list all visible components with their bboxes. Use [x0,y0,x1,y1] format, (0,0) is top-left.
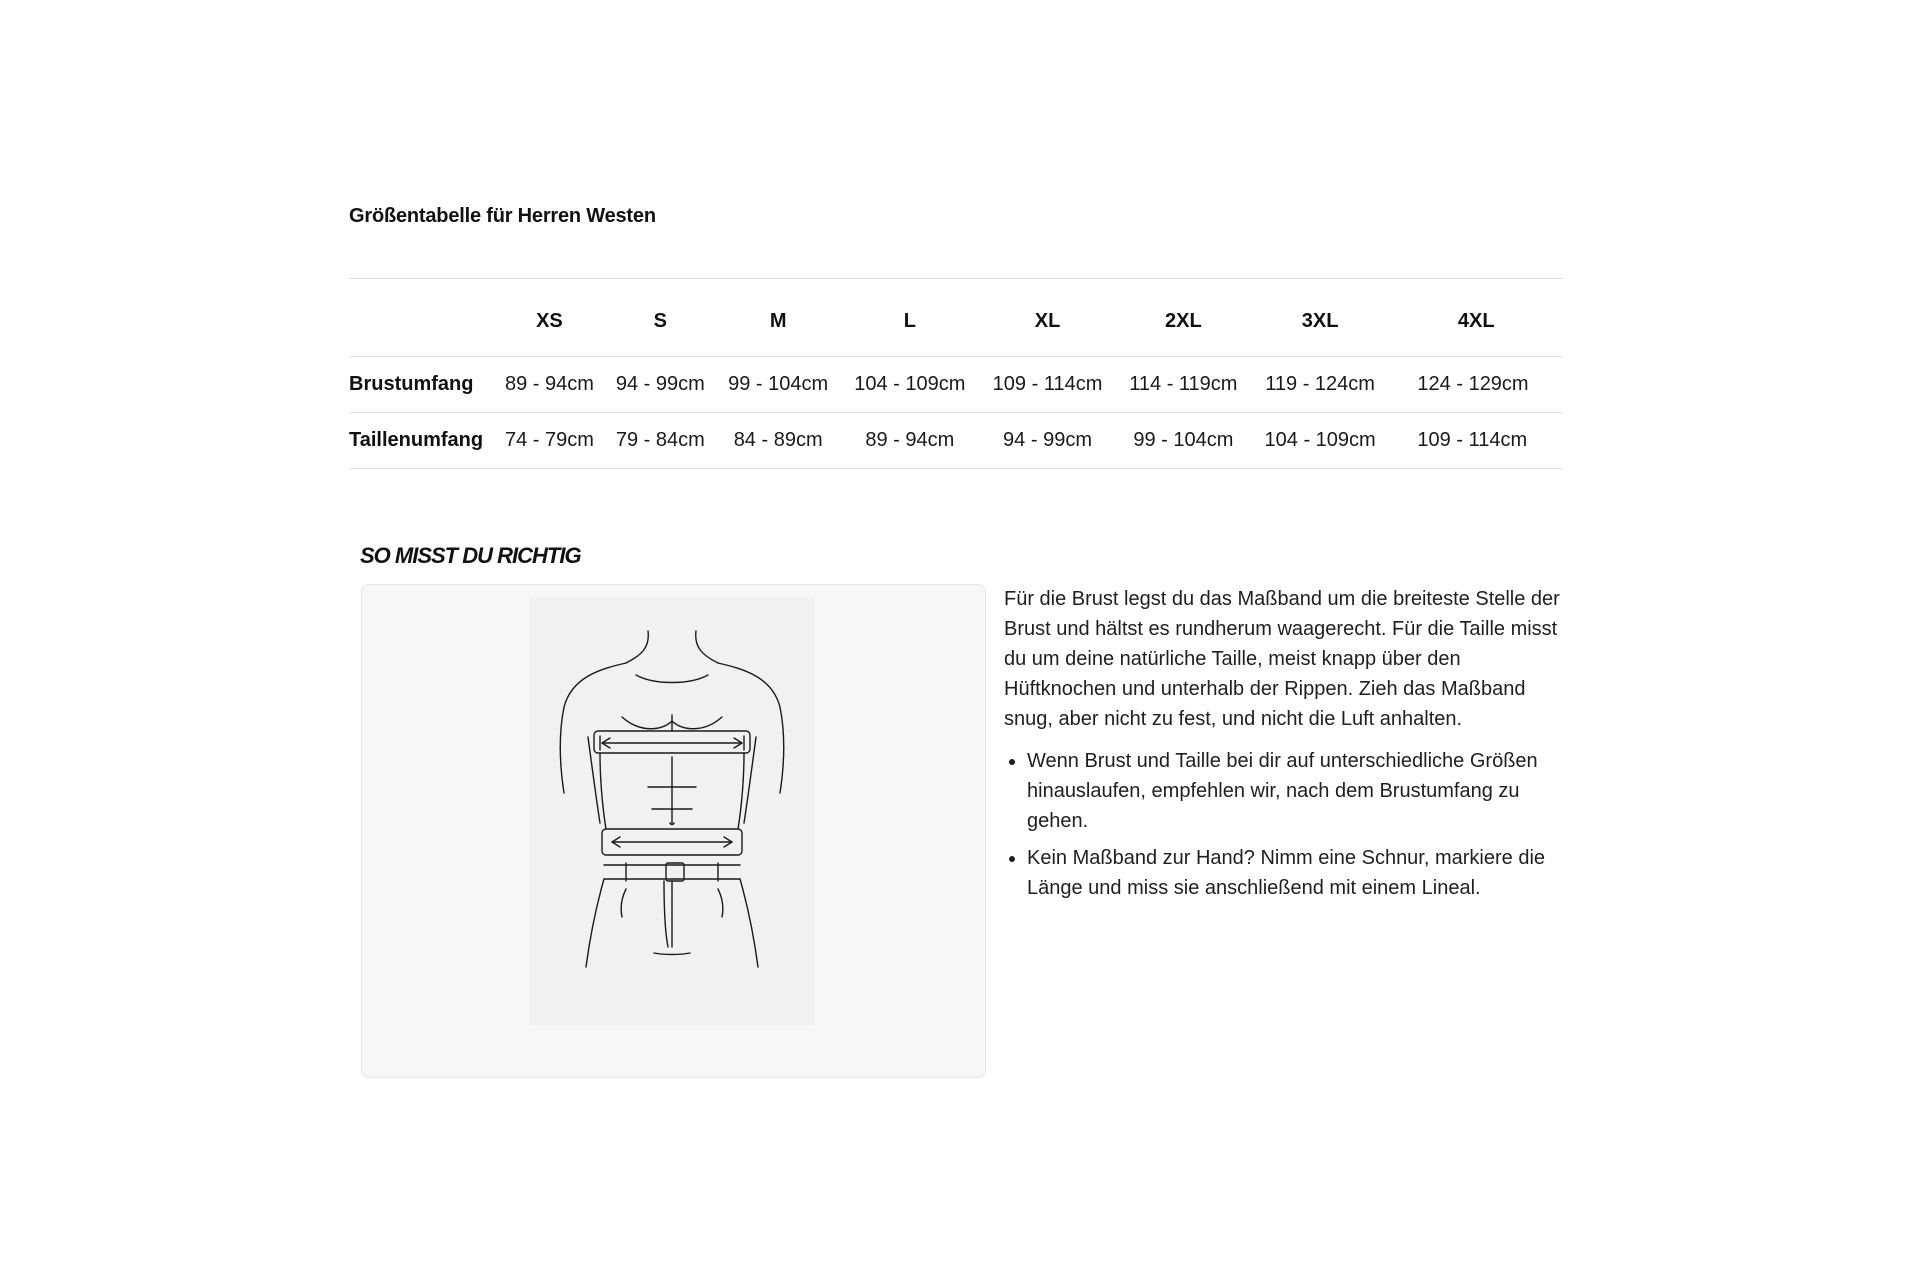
how-to-measure-title: SO MISST DU RICHTIG [360,543,581,568]
size-header-empty [349,279,494,357]
row-label-chest: Brustumfang [349,373,474,395]
table-cell: 119 - 124cm [1265,373,1375,395]
table-cell: 89 - 94cm [865,429,955,451]
size-header-4xl: 4XL [1457,310,1495,332]
list-item: • Kein Maßband zur Hand? Nimm eine Schnur, markiere die Länge und miss sie anschließend mit einem Lineal. [1027,843,1574,903]
list-item: • Wenn Brust und Taille bei dir auf unterschiedliche Größen hinauslaufen, empfehlen wir, nach dem Brustumfang zu gehen. [1027,746,1574,836]
table-cell: 109 - 114cm [992,373,1103,395]
table-row-chest [349,357,1563,413]
size-header-3xl: 3XL [1301,310,1339,332]
table-cell: 79 - 84cm [615,429,705,451]
size-header-m: M [769,310,787,332]
size-header-s: S [653,310,667,332]
row-label-waist: Taillenumfang [349,429,484,451]
size-chart-title: Größentabelle für Herren Westen [349,205,656,227]
tips-list [1004,746,1574,903]
size-table [349,278,1563,469]
table-cell: 94 - 99cm [615,373,705,395]
table-cell: 84 - 89cm [733,429,823,451]
size-header-l: L [903,310,916,332]
size-header-2xl: 2XL [1165,310,1202,332]
table-cell: 104 - 109cm [854,373,966,395]
how-to-measure-text [1004,584,1574,910]
torso-measuring-tape-icon [530,597,814,1025]
table-cell: 114 - 119cm [1129,373,1238,395]
table-cell: 99 - 104cm [728,373,829,395]
table-cell: 99 - 104cm [1133,429,1234,451]
size-header-row [349,279,1563,357]
table-cell: 94 - 99cm [1003,429,1092,451]
table-row-waist [349,413,1563,469]
size-header-xl: XL [1034,310,1061,332]
table-cell: 89 - 94cm [504,373,594,395]
table-cell: 104 - 109cm [1264,429,1376,451]
how-to-measure-paragraph: Für die Brust legst du das Maßband um die breiteste Stelle der Brust und hältst es rundherum waagerecht. Für die Taille misst du um deine natürliche Taille, meist knapp über den Hüftknochen und unterhalb der Rippen. Zieh das Maßband snug, aber nicht zu fest, und nicht die Luft anhalten. [1004,588,1560,730]
size-header-xs: XS [536,310,563,332]
table-cell: 74 - 79cm [504,429,594,451]
table-cell: 124 - 129cm [1417,373,1529,395]
measurement-illustration-card [361,584,986,1078]
table-cell: 109 - 114cm [1417,429,1528,451]
